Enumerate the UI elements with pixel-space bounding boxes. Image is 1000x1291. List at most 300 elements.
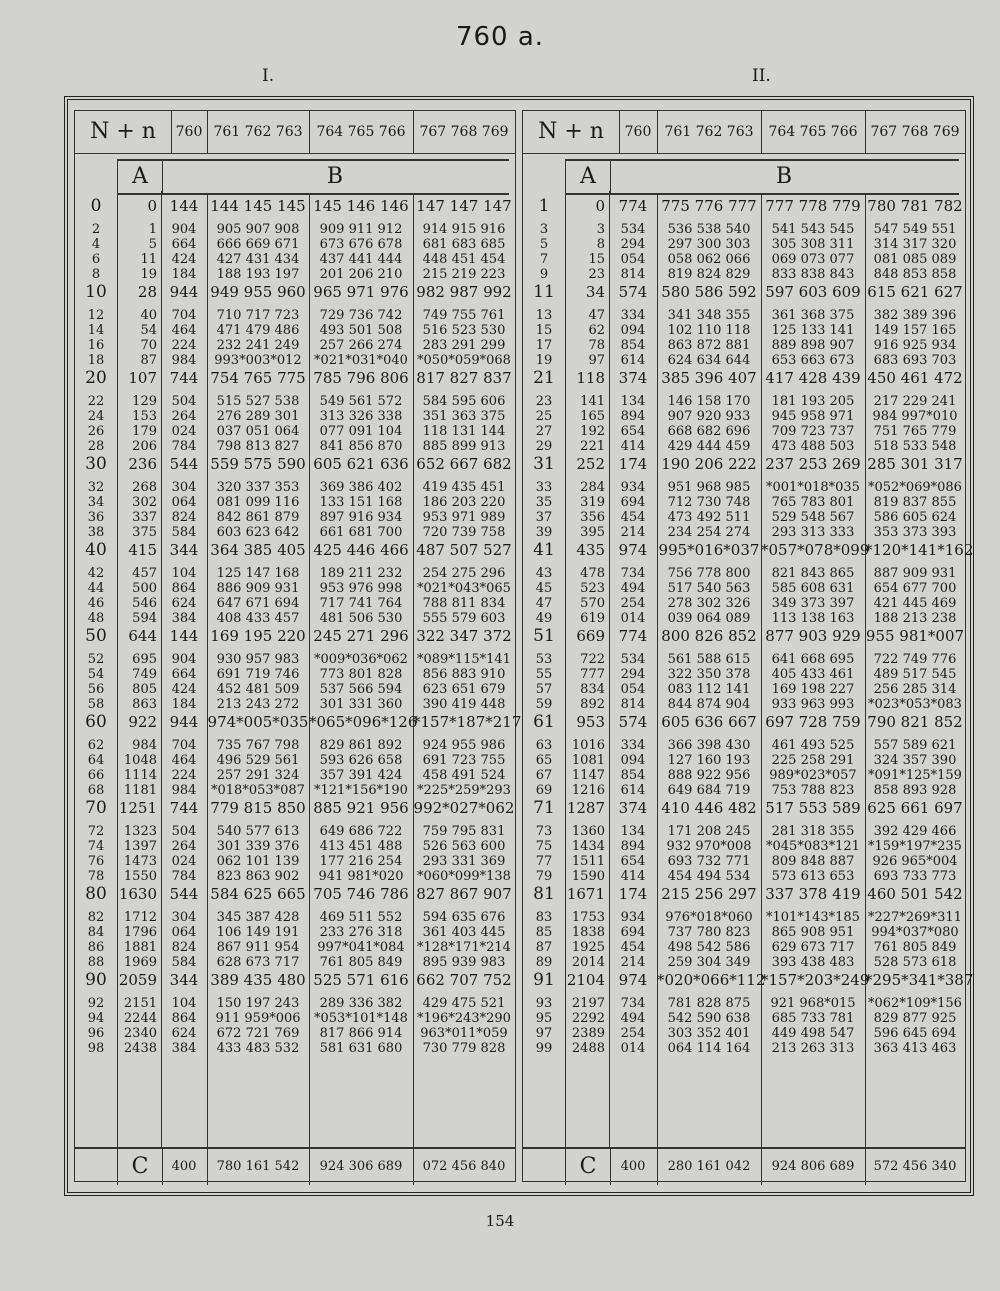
table-row: [75, 839, 515, 854]
table-row: [75, 738, 515, 753]
cell-b1: 427 431 434: [216, 252, 300, 267]
cell-n: 91: [533, 970, 555, 990]
cell-b2: 233 276 318: [319, 925, 403, 940]
cell-b2: 461 493 525: [771, 738, 855, 753]
c-value: 400: [161, 1149, 208, 1185]
cell-n: 64: [87, 753, 105, 768]
cell-a: 1397: [123, 839, 157, 854]
cell-a: 395: [580, 525, 605, 540]
cell-b3: 081 085 089: [873, 252, 957, 267]
cell-b2: 897 916 934: [319, 510, 403, 525]
cell-b2: 841 856 870: [319, 439, 403, 454]
cell-n: 13: [535, 308, 553, 323]
cell-n: 34: [87, 495, 105, 510]
cell-b1: 844 874 904: [667, 697, 751, 712]
table-row: [523, 697, 965, 712]
cell-b0: 144: [169, 197, 199, 215]
table-row: [75, 237, 515, 252]
cell-b0: 864: [171, 581, 197, 596]
c-value: 924 306 689: [309, 1149, 414, 1185]
cell-b0: 344: [169, 541, 199, 559]
table-row-major: [523, 970, 974, 990]
cell-b3: 555 579 603: [422, 611, 506, 626]
cell-b1: 710 717 723: [216, 308, 300, 323]
cell-b0: 374: [618, 799, 648, 817]
table-row: [75, 267, 515, 282]
cell-b2: 573 613 653: [771, 869, 855, 884]
cell-b0: 974: [618, 971, 648, 989]
cell-b2: 313 326 338: [319, 409, 403, 424]
cell-b3: 722 749 776: [873, 652, 957, 667]
cell-n: 84: [87, 925, 105, 940]
cell-n: 79: [535, 869, 553, 884]
table-row: [75, 222, 515, 237]
cell-b1: 911 959*006: [215, 1011, 301, 1026]
cell-b0: 694: [620, 925, 646, 940]
cell-b1: 672 721 769: [216, 1026, 300, 1041]
cell-b3: *159*197*235: [868, 839, 962, 854]
cell-a: 1969: [123, 955, 157, 970]
cell-b1: 779 815 850: [210, 799, 306, 817]
cell-b1: 322 350 378: [667, 667, 751, 682]
cell-b3: 285 301 317: [867, 455, 963, 473]
cell-a: 236: [128, 455, 157, 473]
cell-n: 10: [85, 282, 107, 302]
cell-n: 75: [535, 839, 553, 854]
cell-b3: 363 413 463: [873, 1041, 957, 1056]
cell-b3: 314 317 320: [873, 237, 957, 252]
cell-b2: 773 801 828: [319, 667, 403, 682]
cell-a: 40: [140, 308, 157, 323]
cell-b1: 341 348 355: [667, 308, 751, 323]
cell-b2: 525 571 616: [313, 971, 409, 989]
cell-a: 2438: [123, 1041, 157, 1056]
cell-b0: 094: [620, 323, 646, 338]
cell-n: 7: [539, 252, 549, 267]
cell-b3: 780 781 782: [867, 197, 963, 215]
cell-b1: *018*053*087: [211, 783, 305, 798]
cell-b2: 653 663 673: [771, 353, 855, 368]
cell-b0: 064: [171, 925, 197, 940]
table-row: [75, 652, 515, 667]
cell-b1: 647 671 694: [216, 596, 300, 611]
cell-n: 70: [85, 798, 107, 818]
cell-b0: 624: [171, 1026, 197, 1041]
cell-b0: 374: [618, 369, 648, 387]
cell-b0: 734: [620, 566, 646, 581]
cell-b0: 464: [171, 323, 197, 338]
cell-b2: 661 681 700: [319, 525, 403, 540]
cell-n: 24: [87, 409, 105, 424]
table-row: [75, 824, 515, 839]
cell-b2: 945 958 971: [771, 409, 855, 424]
cell-b2: 933 963 993: [771, 697, 855, 712]
cell-b0: 424: [171, 252, 197, 267]
cell-n: 22: [87, 394, 105, 409]
cell-b1: 320 337 353: [216, 480, 300, 495]
cell-b1: 693 732 771: [667, 854, 751, 869]
cell-b2: 077 091 104: [319, 424, 403, 439]
cell-b2: 909 911 912: [319, 222, 403, 237]
cell-n: 18: [87, 353, 105, 368]
cell-b1: 668 682 696: [667, 424, 751, 439]
cell-b1: 106 149 191: [216, 925, 300, 940]
table-row: [523, 424, 965, 439]
cell-b2: 997*041*084: [317, 940, 405, 955]
cell-b2: 593 626 658: [319, 753, 403, 768]
cell-b0: 254: [620, 1026, 646, 1041]
cell-a: 834: [580, 682, 605, 697]
cell-b3: 217 229 241: [873, 394, 957, 409]
cell-a: 252: [576, 455, 605, 473]
cell-b2: 877 903 929: [765, 627, 861, 645]
cell-b0: 144: [169, 627, 199, 645]
cell-n: 83: [535, 910, 553, 925]
cell-a: 1630: [118, 885, 157, 903]
c-value: 924 806 689: [761, 1149, 866, 1185]
table-row: [75, 1041, 515, 1056]
cell-b0: 934: [620, 480, 646, 495]
cell-b0: 584: [171, 525, 197, 540]
cell-b1: *020*066*112: [657, 971, 766, 989]
cell-b0: 774: [618, 197, 648, 215]
cell-b1: 127 160 193: [667, 753, 751, 768]
table-label-i: I.: [262, 66, 275, 86]
cell-a: 619: [580, 611, 605, 626]
cell-b1: 278 302 326: [667, 596, 751, 611]
cell-a: 70: [140, 338, 157, 353]
table-row: [523, 753, 965, 768]
cell-b3: 749 755 761: [422, 308, 506, 323]
cell-b0: 574: [618, 283, 648, 301]
cell-b3: 458 491 524: [422, 768, 506, 783]
b-header: B: [326, 164, 344, 189]
c-value: 072 456 840: [422, 1159, 506, 1174]
cell-b0: 174: [618, 455, 648, 473]
cell-b2: 697 728 759: [765, 713, 861, 731]
cell-b0: 054: [620, 252, 646, 267]
cell-b1: 737 780 823: [667, 925, 751, 940]
cell-b2: 885 921 956: [313, 799, 409, 817]
cell-a: 165: [580, 409, 605, 424]
cell-n: 99: [535, 1041, 553, 1056]
table-row: [75, 596, 515, 611]
cell-b0: 384: [171, 611, 197, 626]
cell-a: 337: [132, 510, 157, 525]
cell-b0: 654: [620, 424, 646, 439]
cell-b3: 751 765 779: [873, 424, 957, 439]
cell-a: 141: [580, 394, 605, 409]
cell-b1: 473 492 511: [667, 510, 751, 525]
cell-b1: 385 396 407: [661, 369, 757, 387]
cell-a: 97: [588, 353, 605, 368]
cell-n: 17: [535, 338, 553, 353]
cell-n: 50: [85, 626, 107, 646]
cell-n: 77: [535, 854, 553, 869]
cell-n: 28: [87, 439, 105, 454]
table-row: [523, 566, 965, 581]
cell-b3: *091*125*159: [868, 768, 962, 783]
table-row: [523, 338, 965, 353]
cell-n: 76: [87, 854, 105, 869]
cell-b2: 305 308 311: [771, 237, 855, 252]
cell-b0: 494: [620, 581, 646, 596]
cell-b2: 549 561 572: [319, 394, 403, 409]
cell-b0: 544: [169, 455, 199, 473]
table-row: [75, 667, 515, 682]
cell-b0: 414: [620, 869, 646, 884]
cell-b1: 366 398 430: [667, 738, 751, 753]
cell-b3: *120*141*162: [865, 541, 974, 559]
cell-n: 72: [87, 824, 105, 839]
table-row: [75, 910, 515, 925]
cell-b1: 976*018*060: [665, 910, 753, 925]
cell-b2: 133 151 168: [319, 495, 403, 510]
cell-b0: 814: [620, 267, 646, 282]
cell-b1: 666 669 671: [216, 237, 300, 252]
cell-n: 25: [535, 409, 553, 424]
cell-n: 20: [85, 368, 107, 388]
table-row: [523, 596, 965, 611]
cell-a: 78: [588, 338, 605, 353]
cell-b3: 691 723 755: [422, 753, 506, 768]
cell-b2: 921 968*015: [770, 996, 856, 1011]
cell-b1: 345 387 428: [216, 910, 300, 925]
table-row: [75, 869, 515, 884]
cell-b0: 304: [171, 480, 197, 495]
table-row: [75, 768, 515, 783]
cell-b0: 264: [171, 409, 197, 424]
cell-n: 89: [535, 955, 553, 970]
cell-b1: 064 114 164: [667, 1041, 751, 1056]
cell-a: 19: [140, 267, 157, 282]
cell-b2: 673 676 678: [319, 237, 403, 252]
cell-b2: 785 796 806: [313, 369, 409, 387]
table-ii: [522, 110, 974, 1182]
cell-n: 27: [535, 424, 553, 439]
table-row: [523, 581, 965, 596]
cell-b3: 450 461 472: [867, 369, 963, 387]
table-row: [523, 480, 965, 495]
cell-b0: 054: [620, 682, 646, 697]
cell-n: 67: [535, 768, 553, 783]
cell-n: 63: [535, 738, 553, 753]
cell-b1: 649 684 719: [667, 783, 751, 798]
column-header: 760: [171, 111, 208, 153]
cell-a: 0: [595, 197, 605, 215]
cell-b3: 963*011*059: [420, 1026, 508, 1041]
cell-n: 30: [85, 454, 107, 474]
cell-a: 179: [132, 424, 157, 439]
cell-b1: 561 588 615: [667, 652, 751, 667]
table-row: [75, 697, 515, 712]
cell-b1: 389 435 480: [210, 971, 306, 989]
cell-b1: 081 099 116: [216, 495, 300, 510]
cell-b1: 886 909 931: [216, 581, 300, 596]
cell-b3: *128*171*214: [417, 940, 511, 955]
cell-b0: 744: [169, 799, 199, 817]
cell-b2: 581 631 680: [319, 1041, 403, 1056]
cell-n: 38: [87, 525, 105, 540]
cell-b0: 184: [171, 697, 197, 712]
cell-a: 1: [148, 222, 157, 237]
table-row: [523, 839, 965, 854]
cell-b2: *065*096*126: [309, 713, 418, 731]
cell-b3: 720 739 758: [422, 525, 506, 540]
cell-b3: 790 821 852: [867, 713, 963, 731]
cell-n: 59: [535, 697, 553, 712]
cell-b0: 534: [620, 652, 646, 667]
cell-b1: 951 968 985: [667, 480, 751, 495]
table-row: [523, 783, 965, 798]
table-row: [75, 495, 515, 510]
cell-b1: 452 481 509: [216, 682, 300, 697]
cell-b0: 694: [620, 495, 646, 510]
cell-b3: 681 683 685: [422, 237, 506, 252]
cell-b2: 257 266 274: [319, 338, 403, 353]
cell-a: 0: [147, 197, 157, 215]
cell-b0: 504: [171, 824, 197, 839]
cell-a: 669: [576, 627, 605, 645]
cell-b2: 585 608 631: [771, 581, 855, 596]
table-row: [523, 409, 965, 424]
cell-b3: 594 635 676: [422, 910, 506, 925]
cell-b0: 704: [171, 308, 197, 323]
cell-b1: 169 195 220: [210, 627, 306, 645]
cell-a: 1251: [118, 799, 157, 817]
cell-b3: 489 517 545: [873, 667, 957, 682]
cell-n: 41: [533, 540, 555, 560]
cell-b1: 496 529 561: [216, 753, 300, 768]
cell-n: 29: [535, 439, 553, 454]
cell-b1: 754 765 775: [210, 369, 306, 387]
cell-b2: 213 263 313: [771, 1041, 855, 1056]
cell-a: 2389: [571, 1026, 605, 1041]
cell-a: 478: [580, 566, 605, 581]
cell-b2: *101*143*185: [766, 910, 860, 925]
cell-b1: 932 970*008: [666, 839, 752, 854]
table-row: [75, 252, 515, 267]
c-row: [75, 1147, 515, 1185]
cell-a: 1181: [123, 783, 157, 798]
cell-a: 192: [580, 424, 605, 439]
cell-b2: 865 908 951: [771, 925, 855, 940]
c-value: 280 161 042: [657, 1149, 762, 1185]
cell-n: 74: [87, 839, 105, 854]
table-row: [523, 308, 965, 323]
table-row-major: [523, 712, 965, 732]
table-row: [523, 652, 965, 667]
table-row-major: [523, 884, 965, 904]
cell-b3: 460 501 542: [867, 885, 963, 903]
cell-b3: 392 429 466: [873, 824, 957, 839]
cell-n: 12: [87, 308, 105, 323]
cell-b1: 536 538 540: [667, 222, 751, 237]
cell-a: 1590: [571, 869, 605, 884]
cell-a: 54: [140, 323, 157, 338]
cell-b0: 614: [620, 783, 646, 798]
cell-b2: 177 216 254: [319, 854, 403, 869]
cell-b3: 596 645 694: [873, 1026, 957, 1041]
cell-b3: 817 827 837: [416, 369, 512, 387]
cell-b2: 989*023*057: [769, 768, 857, 783]
cell-b1: 188 193 197: [216, 267, 300, 282]
cell-n: 44: [87, 581, 105, 596]
cell-a: 805: [132, 682, 157, 697]
cell-b3: 683 693 703: [873, 353, 957, 368]
cell-b2: 181 193 205: [771, 394, 855, 409]
cell-b3: 994*037*080: [871, 925, 959, 940]
cell-n: 97: [535, 1026, 553, 1041]
cell-b0: 334: [620, 308, 646, 323]
cell-b2: 125 133 141: [771, 323, 855, 338]
cell-a: 594: [132, 611, 157, 626]
cell-a: 1081: [571, 753, 605, 768]
cell-b2: 113 138 163: [771, 611, 855, 626]
cell-a: 1114: [123, 768, 157, 783]
cell-a: 129: [132, 394, 157, 409]
cell-b0: 584: [171, 955, 197, 970]
cell-n: 16: [87, 338, 105, 353]
cell-a: 1360: [571, 824, 605, 839]
cell-b2: 685 733 781: [771, 1011, 855, 1026]
column-header: 760: [619, 111, 658, 153]
cell-b1: 102 110 118: [667, 323, 751, 338]
table-row: [523, 323, 965, 338]
table-row: [75, 480, 515, 495]
a-header: A: [117, 161, 163, 193]
cell-a: 2197: [571, 996, 605, 1011]
cell-b1: 408 433 457: [216, 611, 300, 626]
cell-a: 2014: [571, 955, 605, 970]
cell-b2: 289 336 382: [319, 996, 403, 1011]
table-row: [523, 611, 965, 626]
cell-b0: 344: [169, 971, 199, 989]
cell-b2: 437 441 444: [319, 252, 403, 267]
table-row: [75, 854, 515, 869]
cell-a: 375: [132, 525, 157, 540]
cell-b0: 014: [620, 1041, 646, 1056]
cell-b0: 984: [171, 353, 197, 368]
cell-n: 78: [87, 869, 105, 884]
cell-b2: 169 198 227: [771, 682, 855, 697]
cell-b2: 889 898 907: [771, 338, 855, 353]
cell-a: 1216: [571, 783, 605, 798]
cell-b1: 144 145 145: [210, 197, 306, 215]
cell-b3: 557 589 621: [873, 738, 957, 753]
cell-b3: 761 805 849: [873, 940, 957, 955]
cell-b3: 984 997*010: [872, 409, 958, 424]
cell-n: 36: [87, 510, 105, 525]
cell-a: 2244: [123, 1011, 157, 1026]
c-value: 780 161 542: [207, 1149, 310, 1185]
cell-b3: *225*259*293: [417, 783, 511, 798]
cell-b0: 024: [171, 854, 197, 869]
cell-b3: *227*269*311: [868, 910, 962, 925]
cell-b0: 814: [620, 697, 646, 712]
a-header: A: [565, 161, 611, 193]
table-row: [75, 682, 515, 697]
cell-b0: 664: [171, 237, 197, 252]
cell-a: 1016: [571, 738, 605, 753]
cell-b3: 856 883 910: [422, 667, 506, 682]
column-header: 761 762 763: [207, 111, 310, 153]
cell-b3: *089*115*141: [417, 652, 511, 667]
column-header: 761 762 763: [657, 111, 762, 153]
table-row-major: [75, 282, 515, 302]
cell-b1: 800 826 852: [661, 627, 757, 645]
cell-b3: 215 219 223: [422, 267, 506, 282]
